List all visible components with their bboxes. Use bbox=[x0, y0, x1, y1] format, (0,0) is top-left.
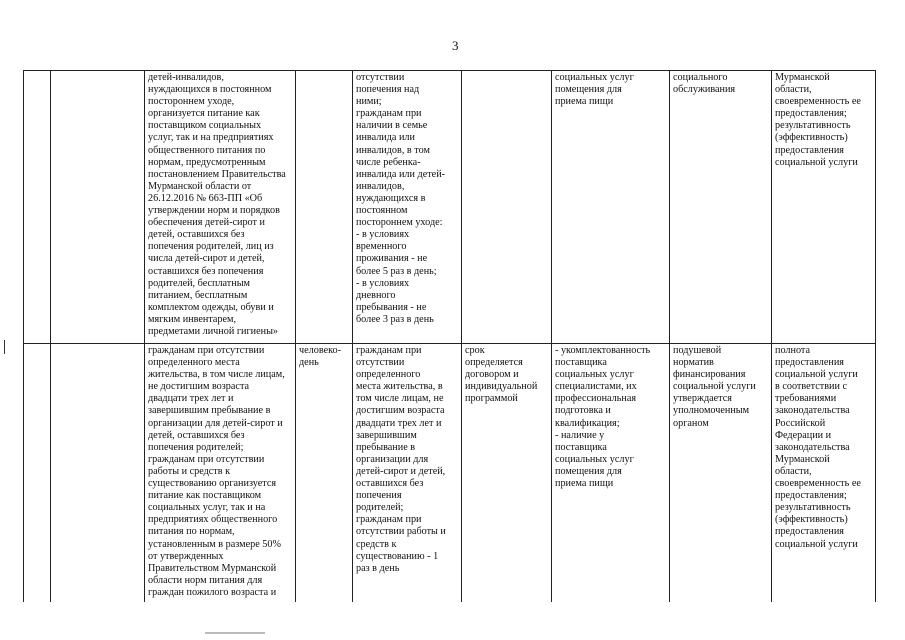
row-number-cell bbox=[24, 344, 51, 603]
evaluation-cell: Мурманской области, своевременность ее предоставления; результативность (эффективность) предоставления социальной услуги bbox=[772, 71, 876, 344]
evaluation-cell: полнота предоставления социальной услуги в соответствии с требованиями законодательства Российской Федерации и законодательства Мурманской области, своевременность ее предоставления; результативность (эффективность) предоставления социальной услуги bbox=[772, 344, 876, 603]
financing-cell: подушевой норматив финансирования социальной услуги утверждается уполномоченным органом bbox=[670, 344, 772, 603]
term-cell: срок определяется договором и индивидуальной программой bbox=[462, 344, 552, 603]
quality-indicators-cell: социальных услуг помещения для приема пищи bbox=[552, 71, 670, 344]
volume-cell: гражданам при отсутствии определенного места жительства, в том числе лицам, не достигшим возраста двадцати трех лет и завершившим пребывание в организации для детей-сирот и детей, оставшихся без попечения родителей; гражданам при отсутствии работы и средств к существованию - 1 раз в день bbox=[353, 344, 462, 603]
unit-cell bbox=[296, 71, 353, 344]
page-number: 3 bbox=[452, 38, 459, 53]
margin-mark bbox=[4, 340, 5, 354]
service-description-cell: детей-инвалидов, нуждающихся в постоянном постороннем уходе, организуется питание как поставщиком социальных услуг, так и на предприятиях общественного питания по нормам, предусмотренным постановлением Правительства Мурманской области от 26.12.2016 № 663-ПП «Об утверждении норм и порядков обеспечения детей-сирот и детей, оставшихся без попечения родителей, лиц из числа детей-сирот и детей, оставшихся без попечения родителей, бесплатным питанием, бесплатным комплектом одежды, обуви и мягким инвентарем, предметами личной гигиены» bbox=[145, 71, 296, 344]
table-row bbox=[24, 344, 876, 603]
volume-cell: отсутствии попечения над ними; гражданам при наличии в семье инвалида или инвалидов, в том числе ребенка- инвалида или детей- инвалидов, нуждающихся в постоянном постороннем уходе: - в условиях временного проживания - не более 5 раз в день; - в условиях дневного пребывания - не более 3 раз в день bbox=[353, 71, 462, 344]
term-cell bbox=[462, 71, 552, 344]
service-name-cell bbox=[51, 71, 145, 344]
quality-indicators-cell: - укомплектованность поставщика социальных услуг специалистами, их профессиональная подготовка и квалификация; - наличие у поставщика социальных услуг помещения для приема пищи bbox=[552, 344, 670, 603]
services-table bbox=[23, 70, 876, 602]
row-number-cell bbox=[24, 71, 51, 344]
unit-cell: человеко- день bbox=[296, 344, 353, 603]
service-description-cell: гражданам при отсутствии определенного места жительства, в том числе лицам, не достигшим возраста двадцати трех лет и завершившим пребывание в организации для детей-сирот и детей, оставшихся без попечения родителей; гражданам при отсутствии работы и средств к существованию организуется питание как поставщиком социальных услуг, так и на предприятиях общественного питания по нормам, установленным в размере 50% от утвержденных Правительством Мурманской области норм питания для граждан пожилого возраста и bbox=[145, 344, 296, 603]
financing-cell: социального обслуживания bbox=[670, 71, 772, 344]
service-name-cell bbox=[51, 344, 145, 603]
table-row bbox=[24, 71, 876, 344]
scan-artifact bbox=[205, 632, 265, 634]
